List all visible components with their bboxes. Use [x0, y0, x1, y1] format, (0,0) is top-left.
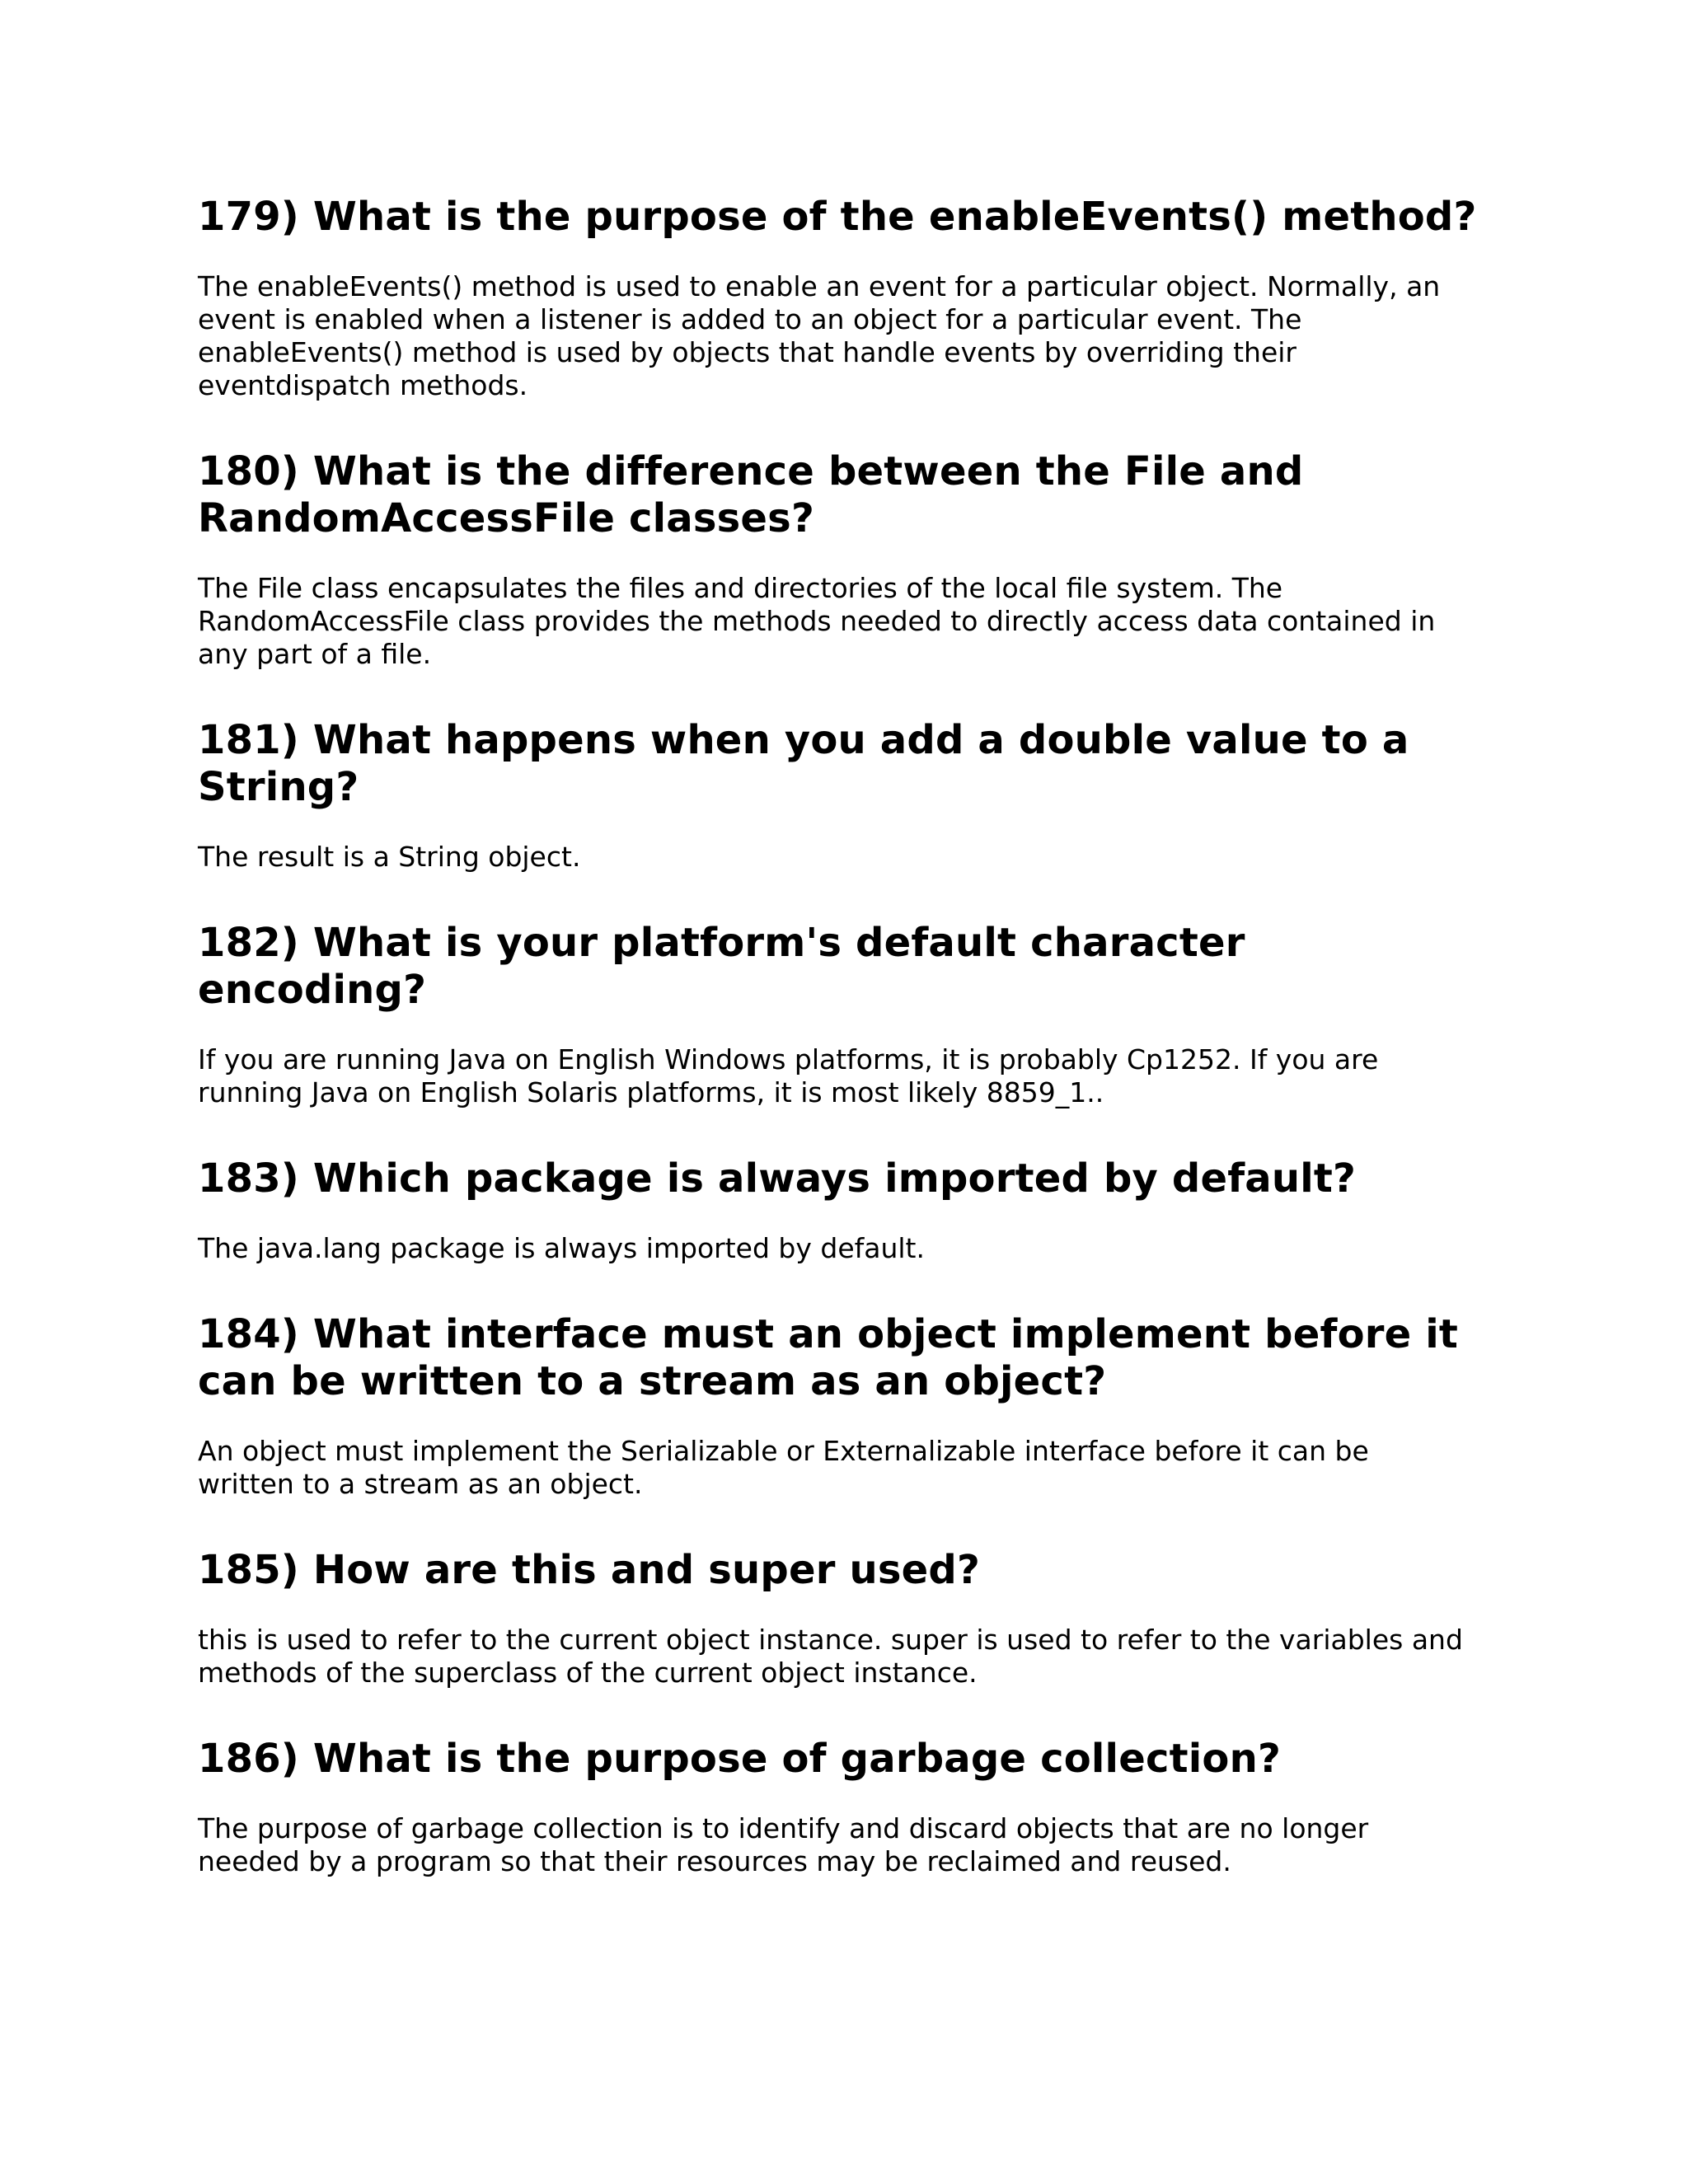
question-heading: 185) How are this and super used? — [198, 1547, 980, 1593]
question-heading: 184) What interface must an object implement before it can be written to a stream as an object? — [198, 1311, 1459, 1404]
qa-item-185 — [198, 1547, 1484, 1690]
answer-text: The purpose of garbage collection is to identify and discard objects that are no longer needed by a program so that their resources may be reclaimed and reused. — [198, 1812, 1369, 1877]
answer-text: An object must implement the Serializable or Externalizable interface before it can be written to a stream as an object. — [198, 1435, 1369, 1500]
qa-item-182 — [198, 920, 1484, 1109]
question-heading: 181) What happens when you add a double value to a String? — [198, 717, 1409, 810]
document-page — [198, 194, 1484, 1878]
qa-item-181 — [198, 717, 1484, 874]
question-heading: 179) What is the purpose of the enableEvents() method? — [198, 194, 1477, 240]
answer-text: The java.lang package is always imported by default. — [198, 1232, 925, 1264]
question-heading: 180) What is the difference between the File and RandomAccessFile classes? — [198, 448, 1304, 541]
qa-item-183 — [198, 1155, 1484, 1265]
qa-item-186 — [198, 1736, 1484, 1878]
answer-text: The enableEvents() method is used to enable an event for a particular object. Normally, an event is enabled when a listener is added to an object for a particular event. The enableEvents() method is used by objects that handle events by overriding their eventdispatch methods. — [198, 270, 1441, 401]
question-heading: 183) Which package is always imported by default? — [198, 1155, 1357, 1202]
answer-text: The File class encapsulates the files and directories of the local file system. The RandomAccessFile class provides the methods needed to directly access data contained in any part of a file. — [198, 572, 1436, 670]
answer-text: this is used to refer to the current object instance. super is used to refer to the variables and methods of the superclass of the current object instance. — [198, 1624, 1463, 1689]
qa-item-179 — [198, 194, 1484, 402]
answer-text: If you are running Java on English Windows platforms, it is probably Cp1252. If you are running Java on English Solaris platforms, it is most likely 8859_1.. — [198, 1043, 1379, 1108]
question-heading: 186) What is the purpose of garbage collection? — [198, 1736, 1282, 1782]
question-heading: 182) What is your platform's default character encoding? — [198, 920, 1245, 1013]
answer-text: The result is a String object. — [198, 841, 581, 873]
qa-item-184 — [198, 1311, 1484, 1501]
qa-item-180 — [198, 448, 1484, 671]
